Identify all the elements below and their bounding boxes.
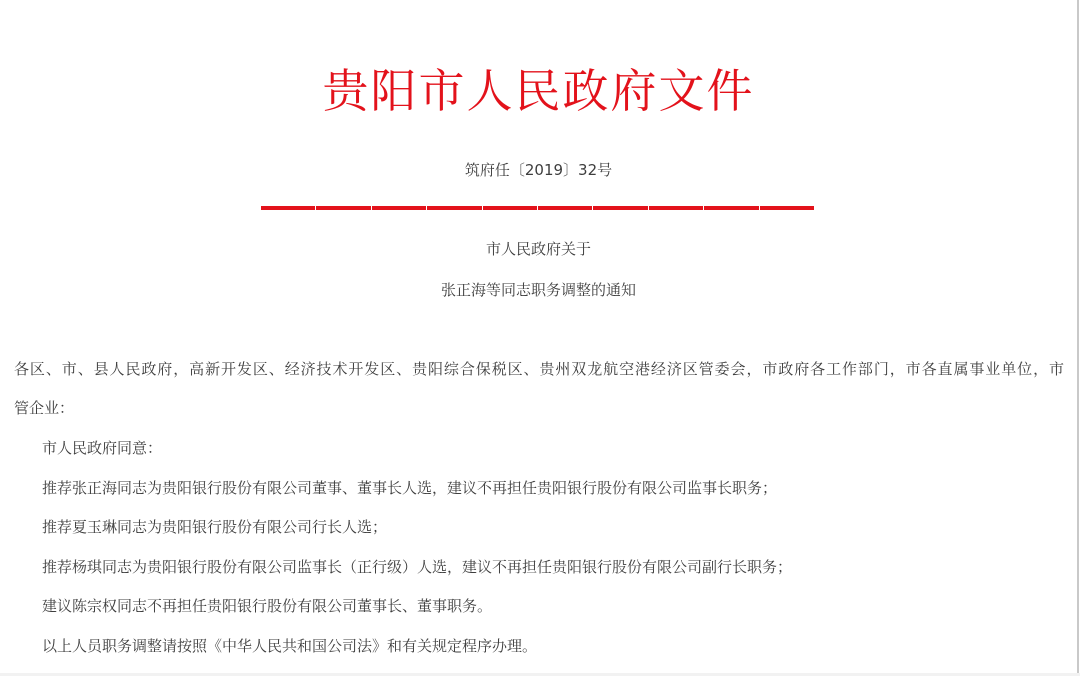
document-header-title: 贵阳市人民政府文件 bbox=[322, 64, 755, 118]
addressee-line-2: 管企业： bbox=[14, 399, 75, 417]
addressee-line-1: 各区、市、县人民政府，高新开发区、经济技术开发区、贵阳综合保税区、贵州双龙航空港经济区管委会，市政府各工作部门，市各直属事业单位，市 bbox=[14, 360, 1064, 378]
rule-segment bbox=[649, 206, 703, 210]
body-paragraph: 建议陈宗权同志不再担任贵阳银行股份有限公司董事长、董事职务。 bbox=[42, 597, 493, 615]
body-paragraph: 推荐夏玉琳同志为贵阳银行股份有限公司行长人选； bbox=[42, 518, 388, 536]
rule-segment bbox=[760, 206, 814, 210]
rule-segment bbox=[538, 206, 592, 210]
rule-segment bbox=[261, 206, 315, 210]
body-paragraph: 市人民政府同意： bbox=[42, 439, 163, 457]
body-paragraph: 以上人员职务调整请按照《中华人民共和国公司法》和有关规定程序办理。 bbox=[42, 637, 538, 655]
body-paragraph: 推荐杨琪同志为贵阳银行股份有限公司监事长（正行级）人选，建议不再担任贵阳银行股份有限公司副行长职务； bbox=[42, 558, 793, 576]
rule-segment bbox=[593, 206, 647, 210]
rule-segment bbox=[483, 206, 537, 210]
red-separator-rule bbox=[261, 206, 814, 210]
rule-segment bbox=[316, 206, 370, 210]
rule-segment bbox=[372, 206, 426, 210]
rule-segment bbox=[704, 206, 758, 210]
rule-segment bbox=[427, 206, 481, 210]
body-paragraph: 推荐张正海同志为贵阳银行股份有限公司董事、董事长人选，建议不再担任贵阳银行股份有限公司监事长职务； bbox=[42, 479, 778, 497]
subject-line-2: 张正海等同志职务调整的通知 bbox=[440, 281, 636, 299]
document-number: 筑府任〔2019〕32号 bbox=[464, 161, 613, 179]
subject-line-1: 市人民政府关于 bbox=[485, 240, 591, 258]
